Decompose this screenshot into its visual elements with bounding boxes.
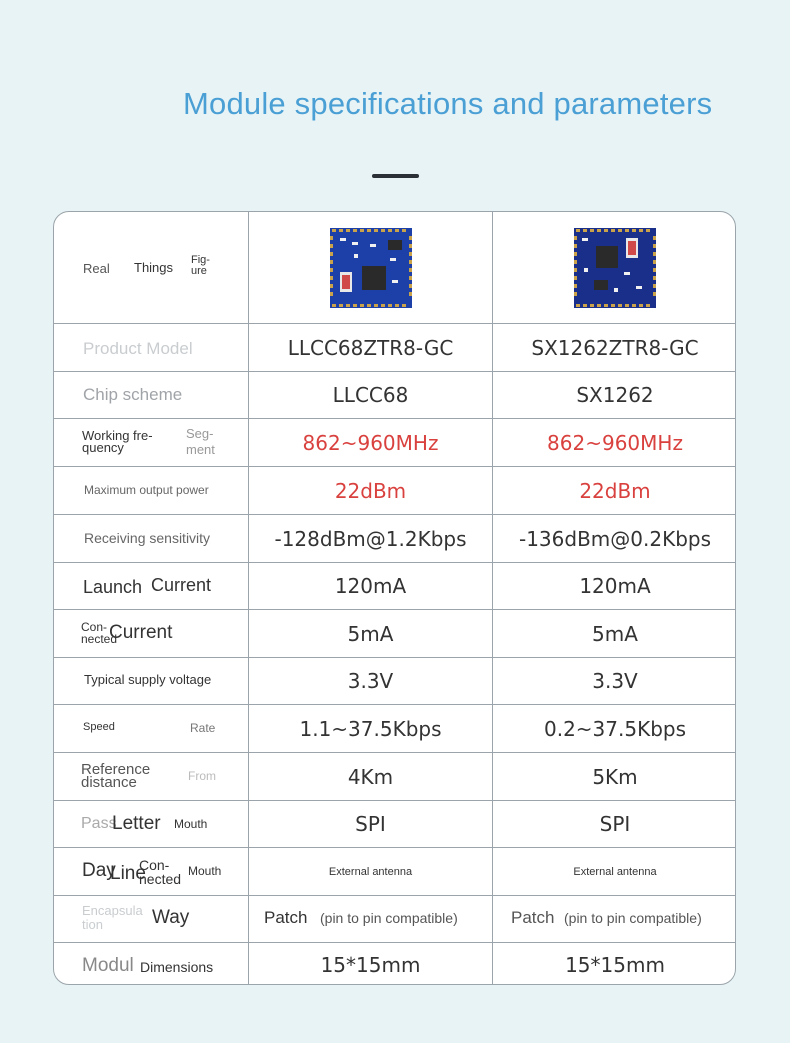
distance-a-value: 4Km: [347, 764, 394, 789]
tx-b-value: 120mA: [579, 574, 651, 598]
row-label: nected: [81, 632, 118, 646]
row-label: Chip scheme: [83, 385, 183, 404]
table-row-image: [54, 212, 736, 324]
power-a-value: 22dBm: [334, 478, 407, 503]
row-label: Letter: [112, 813, 161, 834]
table-row-power: [54, 467, 736, 515]
row-label: Maximum output power: [84, 483, 209, 497]
value-cell-a: [249, 753, 493, 800]
value-cell-a: [249, 658, 493, 704]
row-label: Mouth: [174, 817, 208, 831]
rx-a-value: 5mA: [347, 621, 394, 646]
value-cell-a: [249, 515, 493, 562]
row-label: Dimensions: [140, 959, 214, 975]
package-b-main: Patch: [511, 908, 555, 927]
row-label: nected: [139, 871, 182, 887]
chip-a-value: LLCC68: [332, 383, 409, 407]
rate-b-value: 0.2~37.5Kbps: [543, 716, 687, 741]
row-label: Current: [151, 575, 212, 595]
page-title: Module specifications and parameters: [183, 86, 713, 121]
row-label: Launch: [83, 577, 143, 597]
table-row-interface: [54, 801, 736, 848]
row-label: Day: [82, 860, 116, 881]
table-row-tx-current: [54, 563, 736, 610]
value-cell-b: [493, 372, 736, 418]
row-label: Reference: [81, 761, 151, 778]
value-cell-a: [249, 896, 493, 942]
table-row-model: [54, 324, 736, 372]
power-b-value: 22dBm: [579, 478, 651, 503]
row-label-cell: [54, 658, 249, 704]
row-label-cell: [54, 563, 249, 609]
row-label: Con-: [139, 857, 170, 873]
row-label: distance: [81, 774, 137, 791]
row-label: From: [188, 769, 216, 783]
row-label: Current: [109, 622, 173, 643]
row-label-cell: [54, 943, 249, 985]
table-row-dimensions: [54, 943, 736, 985]
package-a-main: Patch: [264, 908, 308, 927]
row-label: Product Model: [83, 339, 193, 358]
row-label: Rate: [190, 721, 216, 735]
value-cell-b: [493, 610, 736, 657]
header-label-part: ure: [191, 265, 207, 277]
chip-b-value: SX1262: [576, 383, 654, 407]
row-label: ment: [186, 442, 215, 457]
row-label: quency: [82, 440, 124, 455]
row-label-cell: [54, 705, 249, 752]
sens-a-value: -128dBm@1.2Kbps: [274, 526, 467, 551]
freq-b-value: 862~960MHz: [547, 430, 683, 455]
header-label-part: Things: [134, 260, 174, 275]
row-label: Modul: [82, 955, 134, 976]
value-cell-a: [249, 848, 493, 895]
module-image-cell-a: [249, 212, 493, 323]
value-cell-a: [249, 801, 493, 847]
row-label-cell: [54, 515, 249, 562]
dims-a-value: 15*15mm: [320, 952, 421, 977]
value-cell-a: [249, 705, 493, 752]
freq-a-value: 862~960MHz: [302, 430, 439, 455]
table-row-frequency: [54, 419, 736, 467]
table-row-rx-current: [54, 610, 736, 658]
iface-a-value: SPI: [355, 812, 386, 836]
table-row-package: [54, 896, 736, 943]
row-label-cell: [54, 753, 249, 800]
table-row-voltage: [54, 658, 736, 705]
value-cell-b: [493, 563, 736, 609]
header-label-part: Fig-: [191, 254, 210, 266]
package-b-sub: (pin to pin compatible): [564, 910, 702, 926]
distance-b-value: 5Km: [592, 764, 638, 789]
row-label: tion: [82, 917, 103, 932]
voltage-b-value: 3.3V: [592, 669, 638, 693]
module-a-image: [330, 228, 412, 308]
value-cell-b: [493, 848, 736, 895]
rate-a-value: 1.1~37.5Kbps: [299, 716, 442, 741]
row-label: Encapsula: [82, 903, 143, 918]
row-label: Pass: [81, 815, 117, 832]
row-label: Typical supply voltage: [84, 672, 212, 687]
model-a-value: LLCC68ZTR8-GC: [287, 335, 454, 360]
header-label-cell: [54, 212, 249, 323]
value-cell-a: [249, 943, 493, 985]
value-cell-b: [493, 801, 736, 847]
row-label: Speed: [83, 721, 115, 733]
table-row-distance: [54, 753, 736, 801]
value-cell-b: [493, 658, 736, 704]
value-cell-a: [249, 324, 493, 371]
row-label: Line: [110, 863, 146, 884]
row-label-cell: [54, 896, 249, 942]
voltage-a-value: 3.3V: [347, 669, 394, 693]
table-row-sensitivity: [54, 515, 736, 563]
antenna-b-value: External antenna: [573, 865, 657, 878]
value-cell-b: [493, 943, 736, 985]
row-label: Con-: [81, 620, 108, 634]
dims-b-value: 15*15mm: [565, 952, 665, 977]
row-label-cell: [54, 610, 249, 657]
row-label: Seg-: [186, 426, 214, 441]
module-b-image: [574, 228, 656, 308]
title-underline: [372, 174, 419, 178]
iface-b-value: SPI: [599, 812, 631, 836]
value-cell-a: [249, 467, 493, 514]
package-a-sub: (pin to pin compatible): [320, 910, 458, 926]
row-label-cell: [54, 848, 249, 895]
table-row-chip: [54, 372, 736, 419]
row-label-cell: [54, 324, 249, 371]
table-row-antenna: [54, 848, 736, 896]
tx-a-value: 120mA: [334, 574, 407, 598]
value-cell-b: [493, 896, 736, 942]
value-cell-b: [493, 705, 736, 752]
value-cell-b: [493, 324, 736, 371]
row-label: Mouth: [188, 864, 222, 878]
sens-b-value: -136dBm@0.2Kbps: [518, 526, 712, 551]
value-cell-a: [249, 610, 493, 657]
value-cell-b: [493, 467, 736, 514]
value-cell-b: [493, 515, 736, 562]
header-label-part: Real: [83, 261, 110, 276]
row-label-cell: [54, 372, 249, 418]
model-b-value: SX1262ZTR8-GC: [531, 335, 699, 360]
rx-b-value: 5mA: [592, 621, 638, 646]
module-image-cell-b: [493, 212, 736, 323]
row-label-cell: [54, 467, 249, 514]
value-cell-a: [249, 563, 493, 609]
spec-table: [53, 211, 736, 985]
row-label: Working fre-: [82, 428, 153, 443]
value-cell-b: [493, 753, 736, 800]
antenna-a-value: External antenna: [328, 865, 413, 878]
row-label: Receiving sensitivity: [84, 530, 211, 546]
table-row-rate: [54, 705, 736, 753]
value-cell-a: [249, 372, 493, 418]
value-cell-a: [249, 419, 493, 466]
row-label: Way: [152, 907, 190, 928]
row-label-cell: [54, 801, 249, 847]
value-cell-b: [493, 419, 736, 466]
row-label-cell: [54, 419, 249, 466]
